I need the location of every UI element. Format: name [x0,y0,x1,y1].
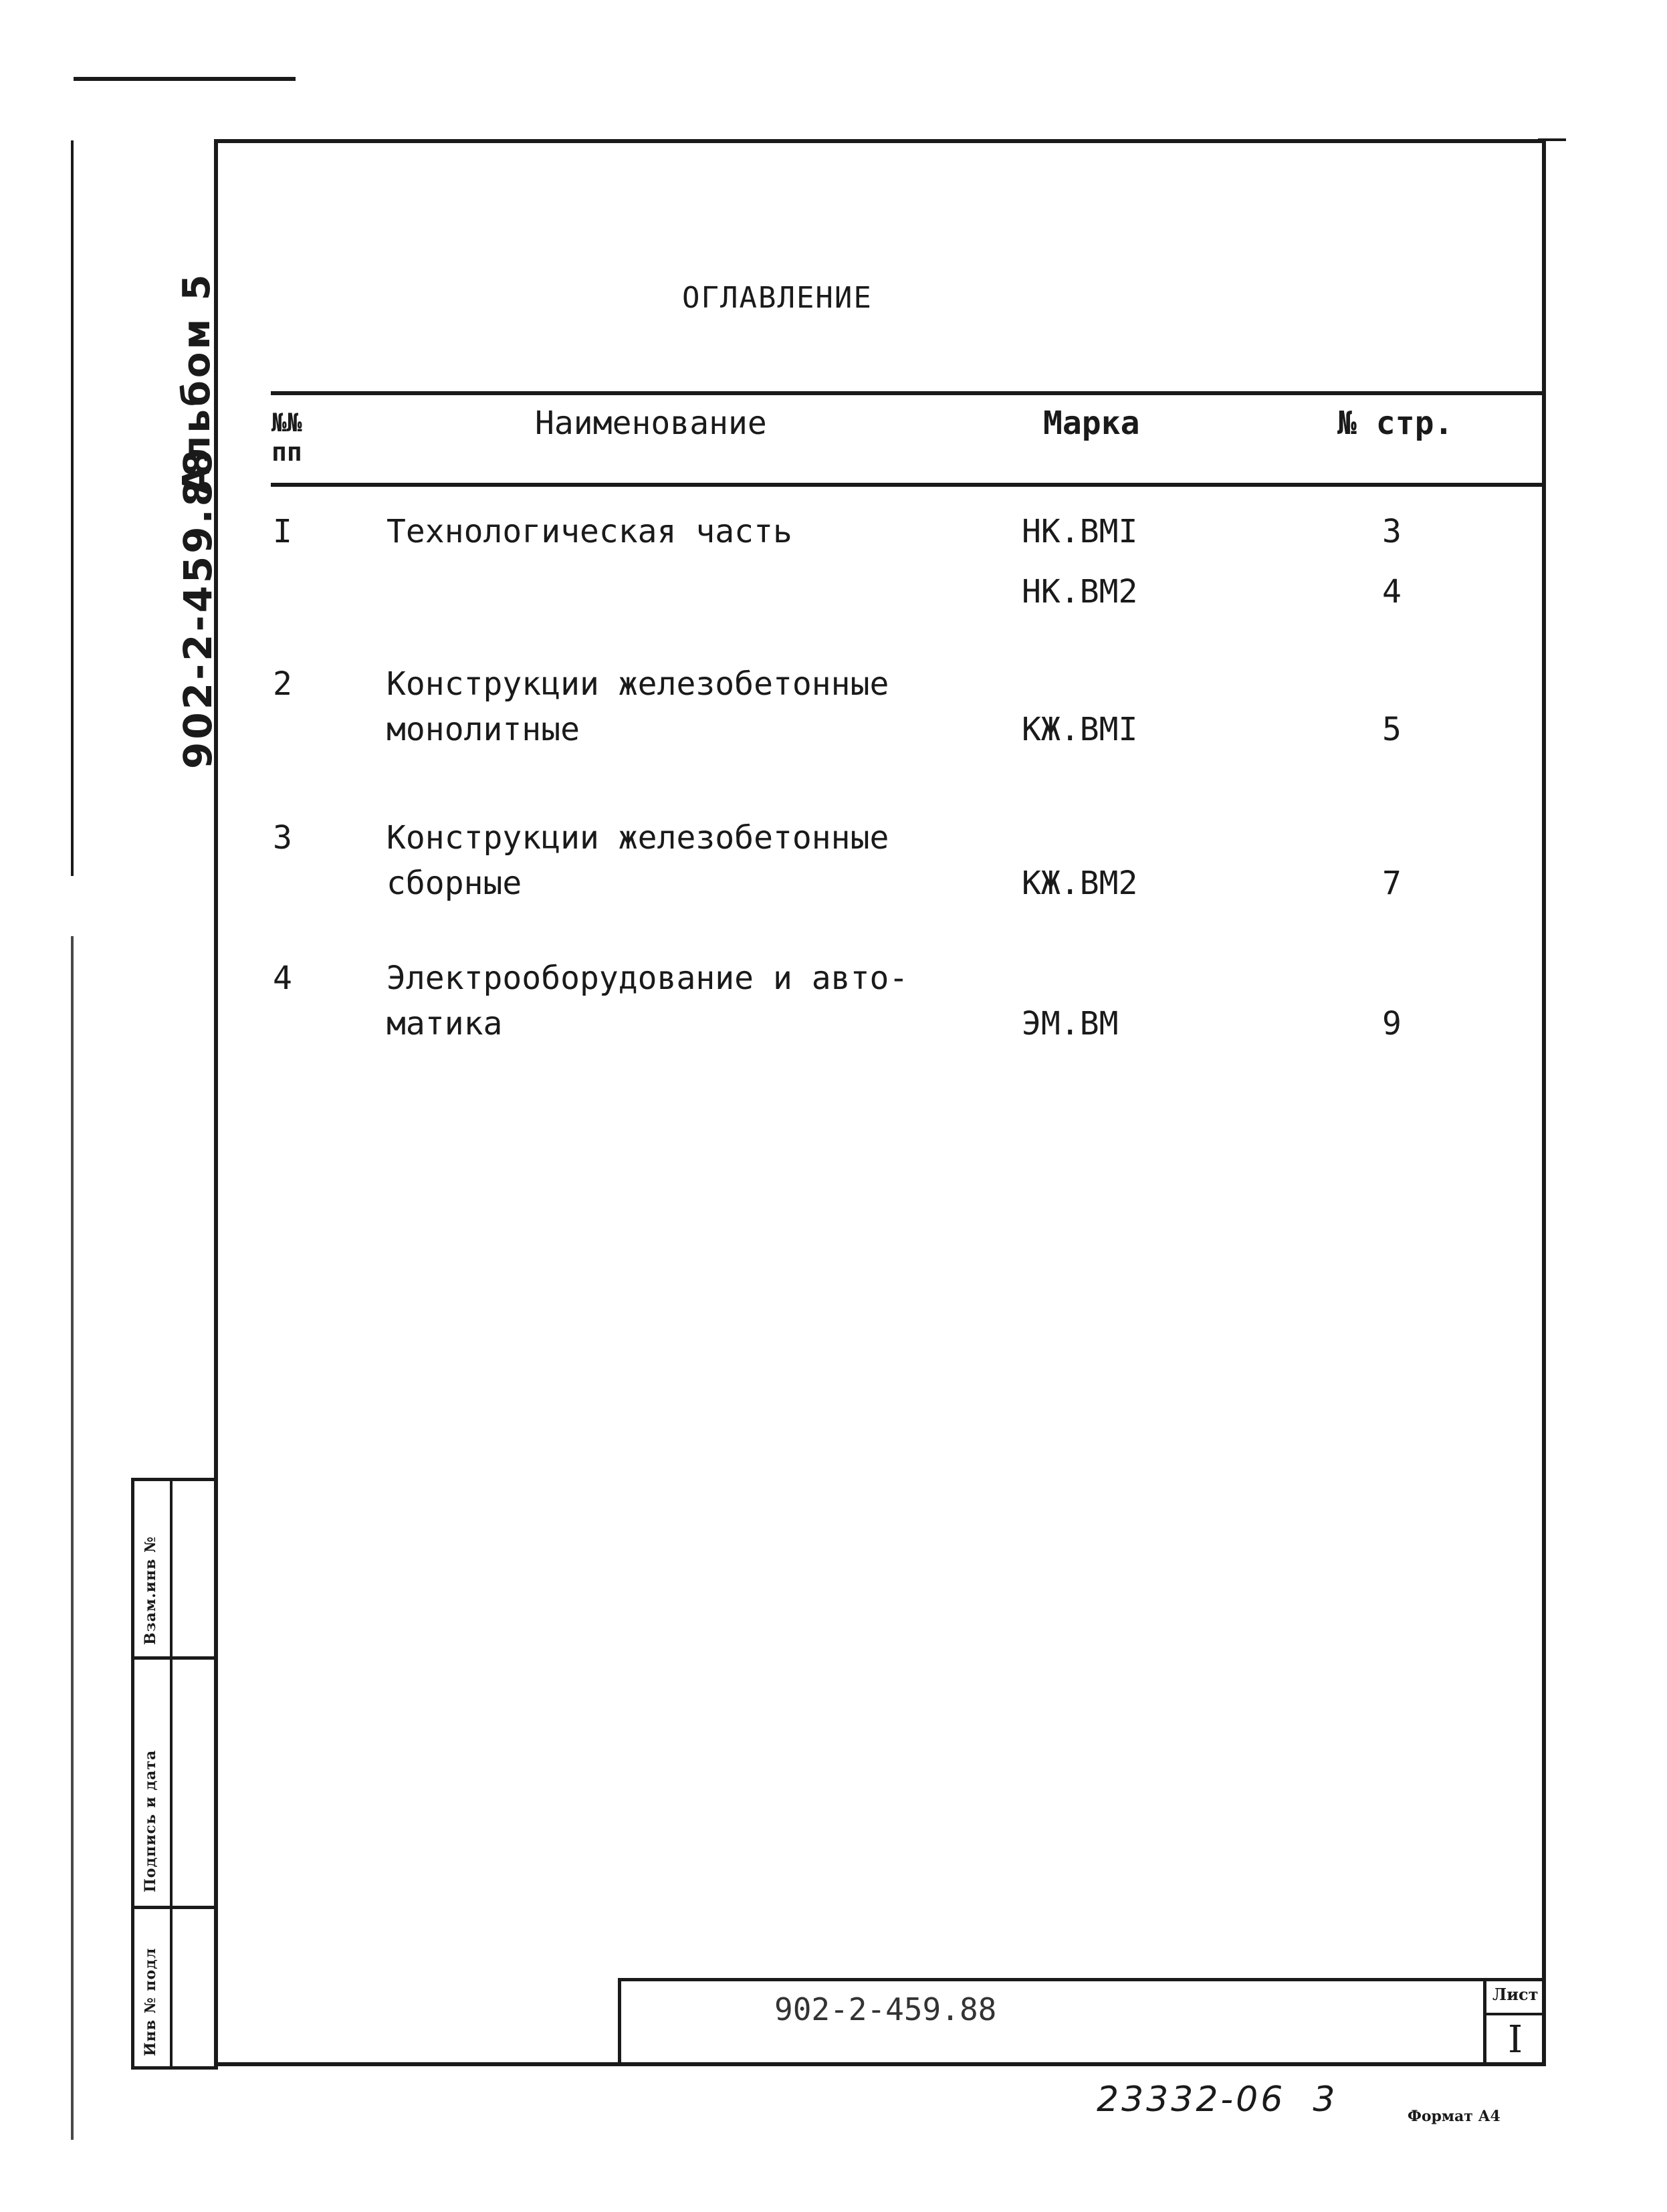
row-3-page: 7 [1382,865,1402,902]
row-1-page-2: 4 [1382,573,1402,611]
row-1-number: I [273,513,292,550]
row-2-page: 5 [1382,711,1402,748]
row-2-number: 2 [273,665,292,703]
header-page: № стр. [1337,405,1454,442]
row-4-number: 4 [273,960,292,997]
top-rule [74,77,296,81]
side-album: Альбом 5 [175,271,219,495]
format-label: Формат А4 [1408,2108,1501,2125]
stamp-top [131,1478,218,1481]
row-3-name-line-1: Конструкции железобетонные [386,819,889,857]
row-3-name-line-2: сборные [386,865,522,902]
header-mark: Марка [1043,405,1140,442]
handwritten-inventory-number: 23332-06 3 [1097,2080,1338,2120]
stamp-divider [170,1478,173,2070]
document-title: ОГЛАВЛЕНИЕ [682,281,873,315]
header-number: №№ пп [271,408,302,467]
title-block-top [618,1978,1546,1981]
title-block-code: 902-2-459.88 [774,1991,997,2027]
row-3-mark: КЖ.ВМ2 [1022,865,1138,902]
row-4-page: 9 [1382,1005,1402,1042]
row-1-name: Технологическая часть [386,513,792,550]
row-4-mark: ЭМ.ВМ [1022,1005,1119,1042]
binding-line [71,140,74,876]
title-block-sheet-sep [1483,2013,1546,2015]
table-header-bottom-rule [271,483,1543,487]
row-2-name-line-1: Конструкции железобетонные [386,665,889,703]
row-1-mark-1: НК.ВМI [1022,513,1138,550]
frame-top-extension [1538,138,1566,141]
row-3-number: 3 [273,819,292,857]
row-2-mark: КЖ.ВМI [1022,711,1138,748]
binding-line [71,936,74,2140]
row-1-page-1: 3 [1382,513,1402,550]
row-4-name-line-1: Электрооборудование и авто- [386,960,909,997]
stamp-left [131,1478,134,2070]
stamp-vzam-label: Взам.инв № [142,1536,159,1645]
header-name: Наименование [535,405,767,442]
row-1-mark-2: НК.ВМ2 [1022,573,1138,611]
row-4-name-line-2: матика [386,1005,503,1042]
sheet-number: I [1508,2018,1523,2062]
table-top-rule [271,391,1543,395]
title-block-sheet-divider [1483,1978,1486,2066]
stamp-sep-1 [131,1656,218,1660]
stamp-bottom [131,2066,218,2070]
side-code: 902-2-459.88 [175,447,221,769]
title-block-left [618,1978,621,2066]
row-2-name-line-2: монолитные [386,711,580,748]
stamp-sep-2 [131,1906,218,1909]
stamp-inv-label: Инв № подл [142,1947,159,2056]
sheet-label: Лист [1492,1985,1539,2004]
stamp-podpis-label: Подпись и дата [142,1749,159,1892]
